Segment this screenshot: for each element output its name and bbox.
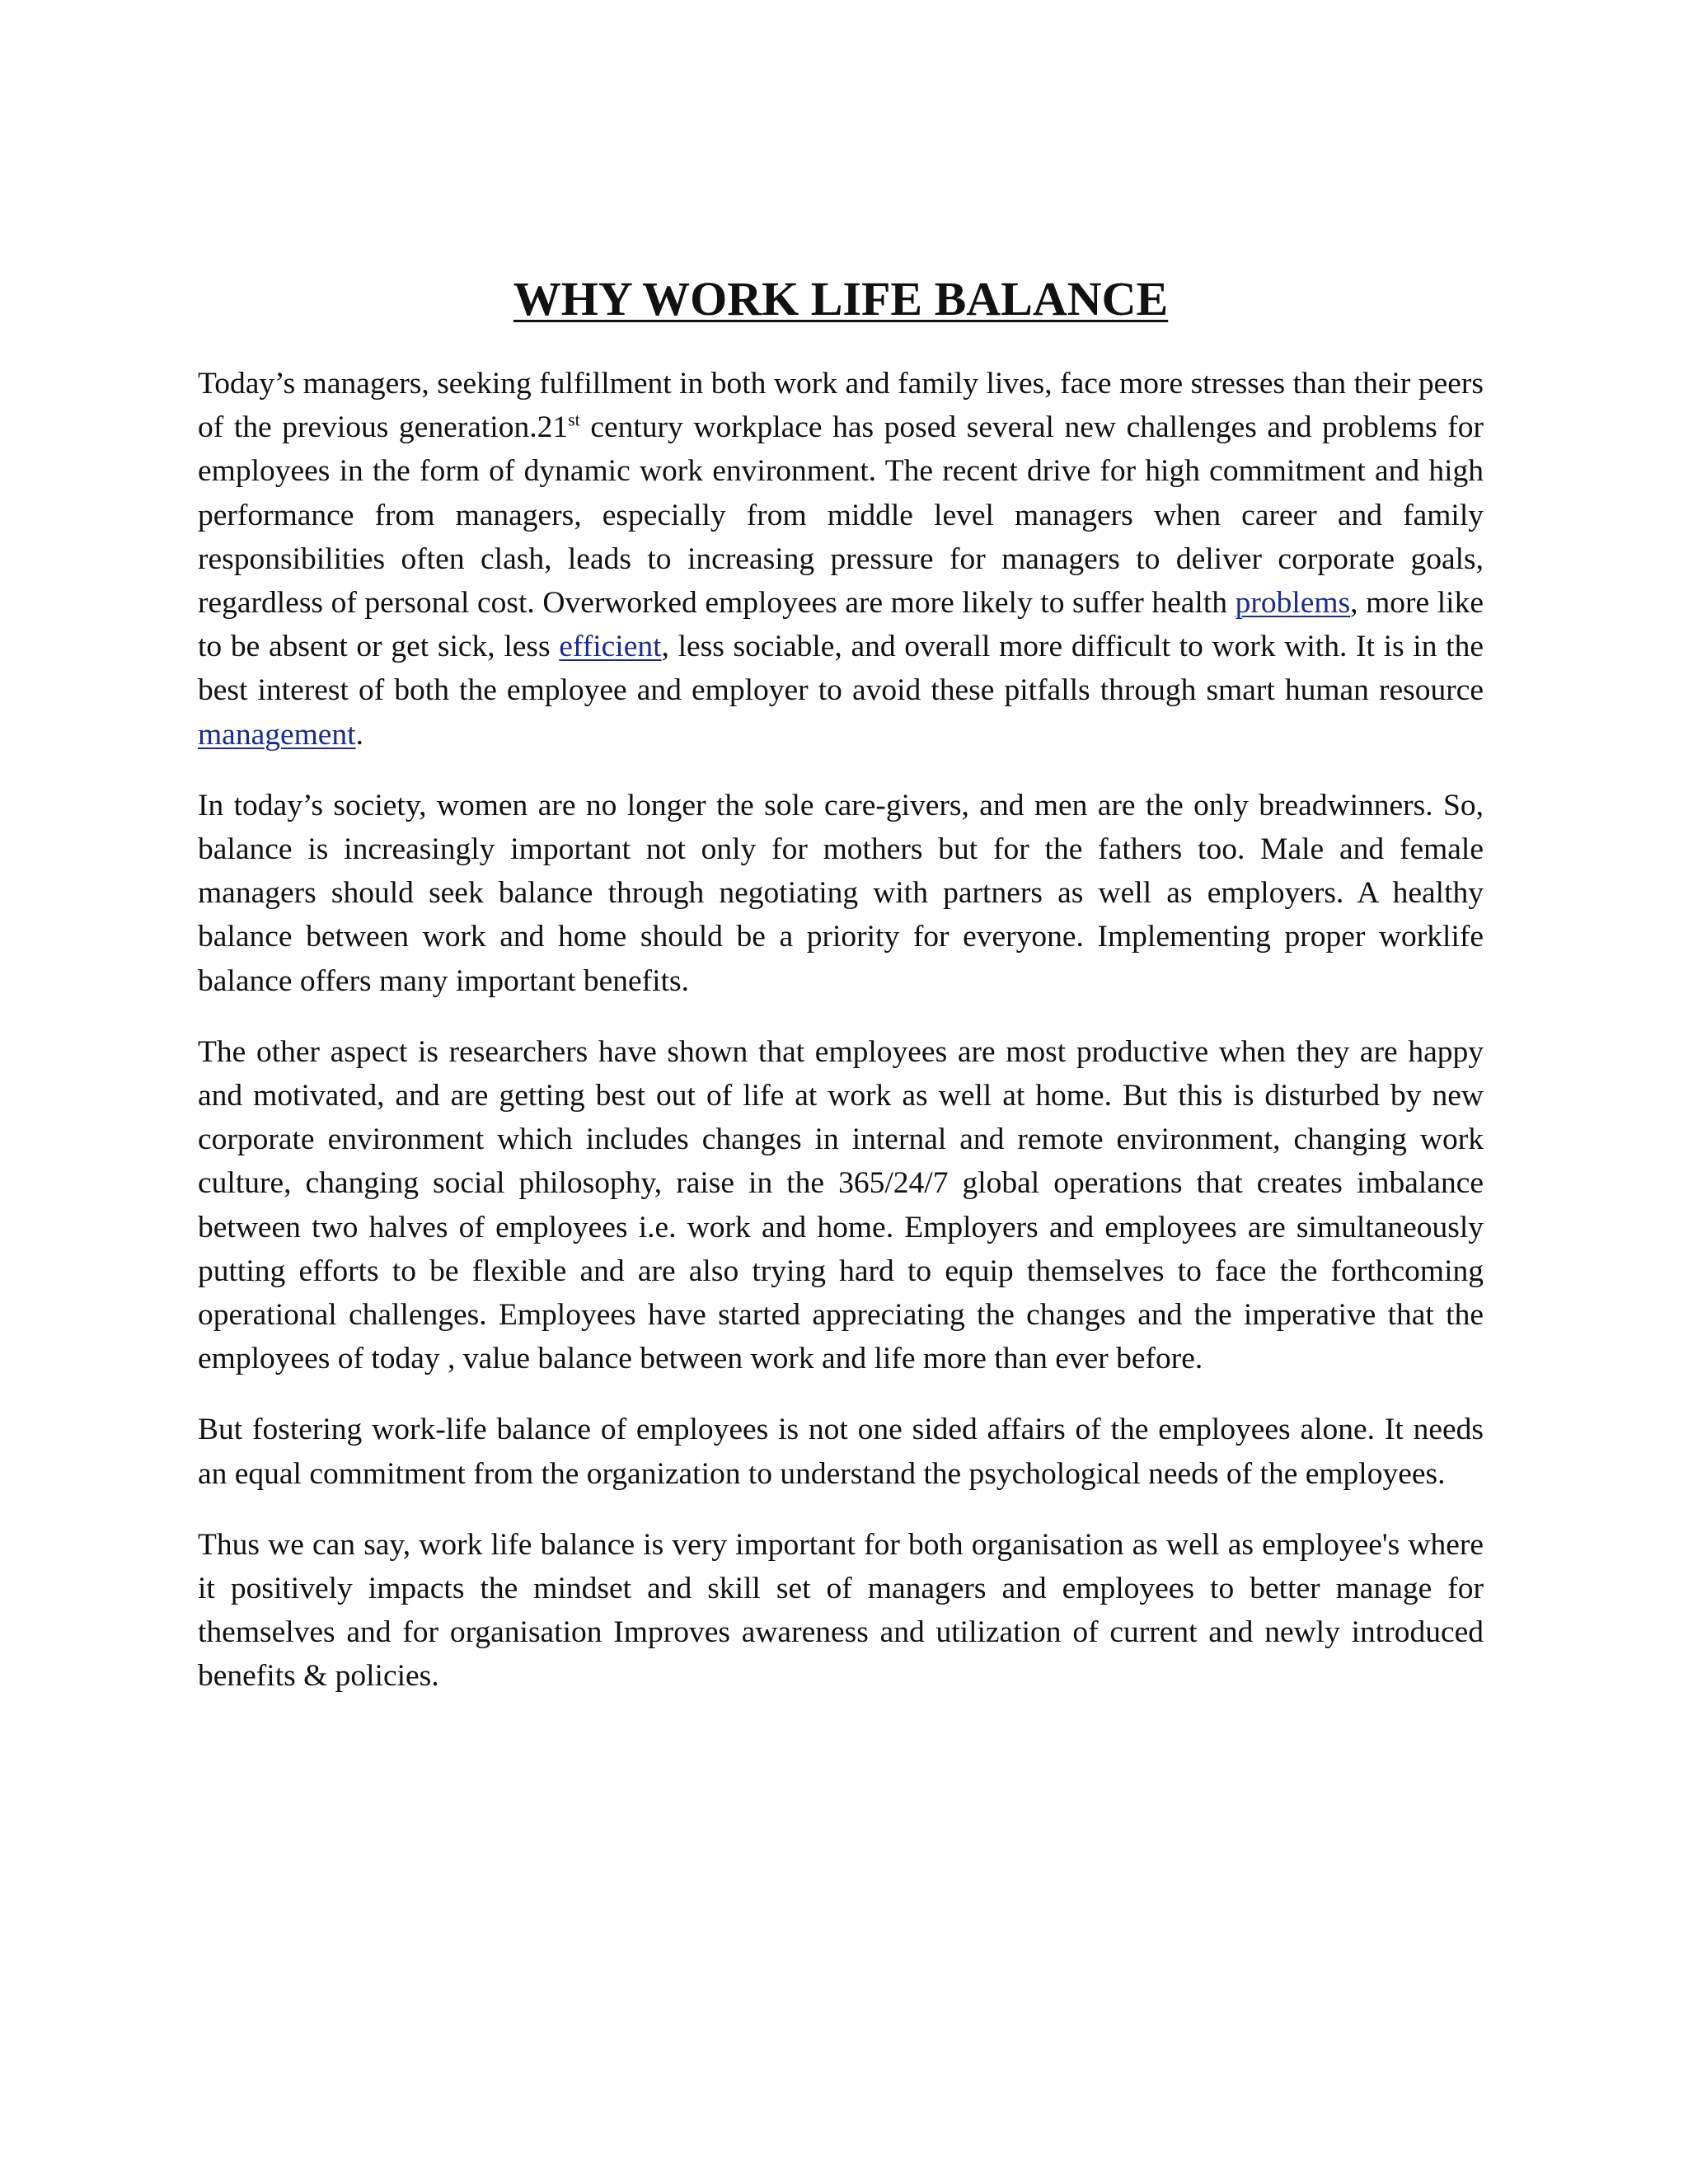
link-problems[interactable]: problems [1235, 586, 1351, 621]
link-efficient[interactable]: efficient [559, 630, 662, 664]
paragraph-1-text-1: Today’s managers, seeking fulfillment in both work and family lives, face more stresses than their peers of the previous generation.21 [198, 367, 1484, 445]
ordinal-superscript: st [568, 409, 580, 430]
paragraph-4: But fostering work-life balance of employees is not one sided affairs of the employees alone. It needs an equal commitment from the organization to understand the psychological needs of the employees. [198, 1413, 1484, 1491]
paragraph-1-text-4: , less sociable, and overall more difficult to work with. It is in the best interest of both the employee and employer to avoid these pitfalls through smart human resource [198, 630, 1484, 708]
paragraph-5: Thus we can say, work life balance is very important for both organisation as well as employee's where it positively impacts the mindset and skill set of managers and employees to better manage for themselves and for organisation Improves awareness and utilization of current and newly introduced benefits & policies. [198, 1527, 1484, 1694]
paragraph-1-text-5: . [355, 717, 363, 752]
link-management[interactable]: management [198, 717, 356, 752]
paragraph-1-text-2: century workplace has posed several new challenges and problems for employees in the form of dynamic work environment. The recent drive for high commitment and high performance from managers, especially from middle level managers when career and family responsibilities often clash, leads to increasing pressure for managers to deliver corporate goals, regardless of personal cost. Overworked employees are more likely to suffer health [198, 410, 1484, 621]
document-title: WHY WORK LIFE BALANCE [513, 272, 1169, 326]
paragraph-1-text-3: , more like to be absent or get sick, less [198, 586, 1484, 664]
paragraph-2: In today’s society, women are no longer the sole care-givers, and men are the only breadwinners. So, balance is increasingly important not only for mothers but for the fathers too. Male and female managers should seek balance through negotiating with partners as well as employers. A healthy balance between work and home should be a priority for everyone. Implementing proper worklife balance offers many important benefits. [198, 788, 1484, 998]
paragraph-3: The other aspect is researchers have shown that employees are most productive when they are happy and motivated, and are getting best out of life at work as well at home. But this is disturbed by new corporate environment which includes changes in internal and remote environment, changing work culture, changing social philosophy, raise in the 365/24/7 global operations that creates imbalance between two halves of employees i.e. work and home. Employers and employees are simultaneously putting efforts to be flexible and are also trying hard to equip themselves to face the forthcoming operational challenges. Employees have started appreciating the changes and the imperative that the employees of today , value balance between work and life more than ever before. [198, 1034, 1484, 1376]
paragraph-1 [198, 362, 1484, 757]
document-body [198, 268, 1484, 1726]
